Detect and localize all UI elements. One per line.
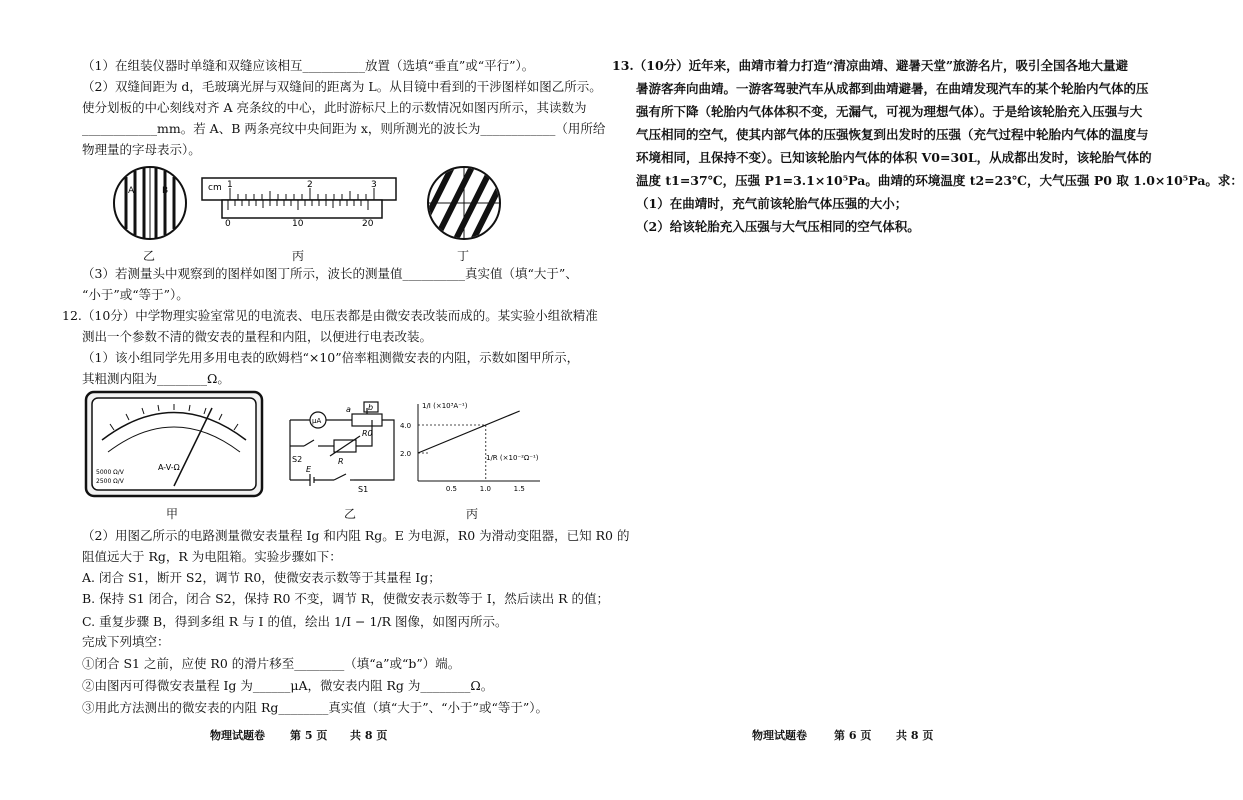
emf-label: E xyxy=(306,465,312,474)
left-footer-title: 物理试题卷 xyxy=(210,729,265,742)
vernier-unit-label: cm xyxy=(208,183,222,193)
q12-part2-line1: （2）用图乙所示的电路测量微安表量程 Ig 和内阻 Rg。E 为电源，R0 为滑动变阻器，已知 R0 的 xyxy=(82,528,630,543)
q12-intro-line2: 测出一个参数不清的微安表的量程和内阻，以便进行电表改装。 xyxy=(82,329,433,344)
graph-ylabel: 1/I (×10³A⁻¹) xyxy=(422,402,468,410)
vernier-scale-tick-20: 20 xyxy=(362,219,374,229)
graph-xtick-1: 1.0 xyxy=(479,485,491,493)
switch-s1-label: S1 xyxy=(358,485,369,494)
q13-sub1: （1）在曲靖时，充气前该轮胎气体压强的大小； xyxy=(636,196,908,211)
multimeter-figure xyxy=(84,390,264,498)
q12-part1-line1: （1）该小组同学先用多用电表的欧姆档“×10”倍率粗测微安表的内阻，示数如图甲所示， xyxy=(82,350,580,365)
multimeter-sensitivity-2: 2500 Ω/V xyxy=(96,478,124,485)
q12-step-b: B. 保持 S1 闭合，闭合 S2，保持 R0 不变，调节 R，使微安表示数等于 I，然后读出 R 的值； xyxy=(82,591,610,606)
interference-pattern-figure xyxy=(110,163,190,243)
q13-line6: 温度 t1=37℃，压强 P1=3.1×10⁵Pa。曲靖的环境温度 t2=23℃，大气压强 P0 取 1.0×10⁵Pa。求： xyxy=(636,173,1243,188)
multimeter-mode-label: A-V-Ω xyxy=(158,463,180,472)
q12-blank-3: ③用此方法测出的微安表的内阻 Rg________真实值（填“大于”、“小于”或“等于”）。 xyxy=(82,700,548,715)
graph-ytick-1: 2.0 xyxy=(400,450,412,458)
vernier-caliper-figure xyxy=(200,176,400,231)
q11-part2-line3: ____________mm。若 A、B 两条亮纹中央间距为 x，则所测光的波长为____________（用所给 xyxy=(82,121,606,136)
q11-part2-line2: 使分划板的中心刻线对齐 A 亮条纹的中心，此时游标尺上的示数情况如图丙所示，其读数为 xyxy=(82,100,587,115)
q12-blank-2: ②由图丙可得微安表量程 Ig 为______μA，微安表内阻 Rg 为________Ω。 xyxy=(82,678,494,693)
left-footer-page: 第 5 页 xyxy=(290,729,328,742)
tilted-pattern-figure xyxy=(424,163,504,243)
graph-xtick-2: 1.5 xyxy=(513,485,525,493)
q11-part3-line1: （3）若测量头中观察到的图样如图丁所示，波长的测量值__________真实值（填“大于”、 xyxy=(82,266,578,281)
vernier-main-tick-2: 2 xyxy=(307,180,313,190)
caption-bing-top: 丙 xyxy=(292,249,305,263)
caption-ding-top: 丁 xyxy=(457,249,470,263)
graph-ytick-0: 4.0 xyxy=(400,422,412,430)
vernier-main-tick-1: 1 xyxy=(227,180,233,190)
svg-text:A: A xyxy=(128,186,135,196)
q11-part1: （1）在组装仪器时单缝和双缝应该相互__________放置（选填“垂直”或“平行”）。 xyxy=(82,58,535,73)
switch-s2-label: S2 xyxy=(292,455,303,464)
graph-xlabel: 1/R (×10⁻²Ω⁻¹) xyxy=(486,454,539,462)
circuit-figure xyxy=(282,402,402,494)
multimeter-sensitivity-1: 5000 Ω/V xyxy=(96,469,124,476)
q11-part2-line1: （2）双缝间距为 d，毛玻璃光屏与双缝间的距离为 L。从目镜中看到的干涉图样如图乙所示。 xyxy=(82,79,602,94)
rheostat-end-a: a xyxy=(346,405,351,414)
rheostat-label: R0 xyxy=(362,429,373,438)
graph-series-line xyxy=(418,411,520,453)
caption-yi-mid: 乙 xyxy=(344,507,357,521)
microammeter-label: μA xyxy=(312,417,322,425)
q12-fill-prompt: 完成下列填空： xyxy=(82,634,170,649)
q12-part1-line2: 其粗测内阻为________Ω。 xyxy=(82,371,230,386)
caption-yi-top: 乙 xyxy=(143,249,156,263)
q11-part3-line2: “小于”或“等于”）。 xyxy=(82,287,189,302)
svg-text:B: B xyxy=(162,186,169,196)
caption-bing-mid: 丙 xyxy=(466,507,479,521)
q13-line3: 强有所下降（轮胎内气体体积不变，无漏气，可视为理想气体）。于是给该轮胎充入压强与大 xyxy=(636,104,1143,119)
right-footer-title: 物理试题卷 xyxy=(752,729,807,742)
q12-step-a: A. 闭合 S1，断开 S2，调节 R0，使微安表示数等于其量程 Ig； xyxy=(82,570,441,585)
q13-sub2: （2）给该轮胎充入压强与大气压相同的空气体积。 xyxy=(636,219,920,234)
vernier-scale-tick-10: 10 xyxy=(292,219,304,229)
q11-part2-line4: 物理量的字母表示）。 xyxy=(82,142,201,157)
q12-intro-line1: 12.（10分）中学物理实验室常见的电流表、电压表都是由微安表改装而成的。某实验小组欲精准 xyxy=(62,308,598,323)
rheostat-end-b: b xyxy=(368,403,374,412)
q12-step-c: C. 重复步骤 B，得到多组 R 与 I 的值，绘出 1/I − 1/R 图像，如图丙所示。 xyxy=(82,614,508,629)
graph-xtick-0: 0.5 xyxy=(445,485,458,493)
q13-line2: 暑游客奔向曲靖。一游客驾驶汽车从成都到曲靖避暑，在曲靖发现汽车的某个轮胎内气体的压 xyxy=(636,81,1149,96)
resistance-box-label: R xyxy=(338,457,344,466)
right-footer-page: 第 6 页 xyxy=(834,729,872,742)
vernier-scale-tick-0: 0 xyxy=(225,219,231,229)
caption-jia: 甲 xyxy=(166,507,179,521)
left-footer-total: 共 8 页 xyxy=(350,729,388,742)
vernier-main-tick-3: 3 xyxy=(371,180,377,190)
q13-line1: 13.（10分）近年来，曲靖市着力打造“清凉曲靖、避暑天堂”旅游名片，吸引全国各地大量避 xyxy=(612,58,1129,73)
q13-line4: 气压相同的空气，使其内部气体的压强恢复到出发时的压强（充气过程中轮胎内气体的温度与 xyxy=(636,127,1149,142)
right-footer-total: 共 8 页 xyxy=(896,729,934,742)
q12-blank-1: ①闭合 S1 之前，应使 R0 的滑片移至________（填“a”或“b”）端。 xyxy=(82,656,461,671)
inverse-current-graph xyxy=(400,396,550,494)
q12-part2-line2: 阻值远大于 Rg，R 为电阻箱。实验步骤如下： xyxy=(82,549,342,564)
q13-line5: 环境相同，且保持不变）。已知该轮胎内气体的体积 V0=30L，从成都出发时，该轮胎气体的 xyxy=(636,150,1152,165)
